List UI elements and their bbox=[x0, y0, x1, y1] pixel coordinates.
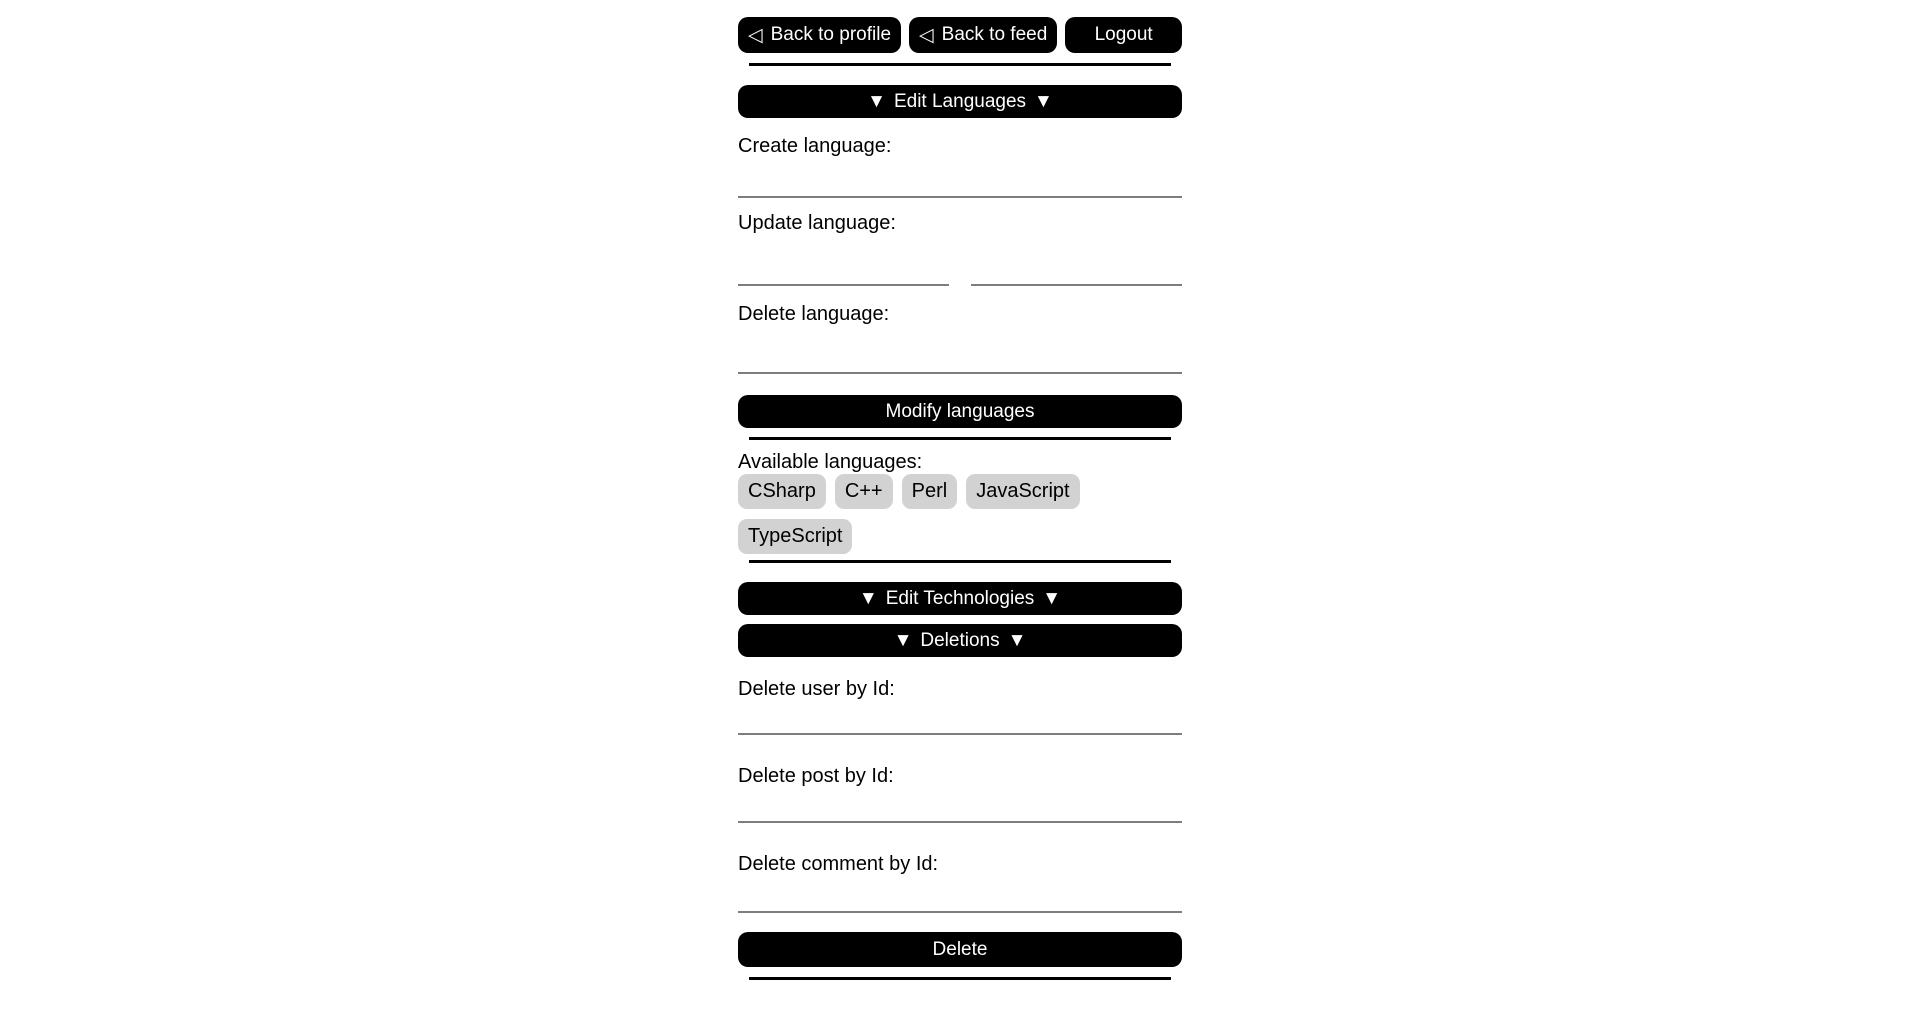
delete-user-input[interactable] bbox=[738, 701, 1182, 735]
chevron-down-icon: ▼ bbox=[1007, 629, 1027, 651]
edit-technologies-toggle[interactable] bbox=[738, 582, 1182, 615]
modify-languages-button[interactable] bbox=[738, 395, 1182, 428]
delete-language-input[interactable] bbox=[738, 326, 1182, 374]
chevron-down-icon: ▼ bbox=[1034, 90, 1053, 112]
available-languages-list bbox=[738, 474, 1182, 554]
update-language-input-2[interactable] bbox=[971, 235, 1182, 286]
back-to-profile-button[interactable] bbox=[738, 17, 901, 53]
delete-language-label: Delete language: bbox=[738, 303, 890, 325]
delete-post-input[interactable] bbox=[738, 788, 1182, 823]
back-to-feed-button[interactable] bbox=[909, 17, 1057, 53]
available-languages-label: Available languages: bbox=[738, 451, 923, 473]
update-language-row bbox=[738, 235, 1182, 286]
delete-button-label: Delete bbox=[932, 938, 988, 960]
delete-post-label: Delete post by Id: bbox=[738, 765, 894, 787]
deletions-toggle-label: Deletions bbox=[920, 629, 1000, 651]
delete-comment-input[interactable] bbox=[738, 876, 1182, 913]
deletions-toggle[interactable] bbox=[738, 624, 1182, 657]
edit-languages-toggle-label: Edit Languages bbox=[893, 90, 1027, 112]
update-language-label: Update language: bbox=[738, 212, 896, 234]
create-language-label: Create language: bbox=[738, 135, 892, 157]
logout-label: Logout bbox=[1094, 24, 1153, 45]
language-chip: TypeScript bbox=[738, 519, 852, 554]
logout-button[interactable] bbox=[1065, 17, 1182, 53]
divider bbox=[749, 63, 1171, 66]
edit-languages-toggle[interactable] bbox=[738, 85, 1182, 118]
chevron-down-icon: ▼ bbox=[867, 90, 886, 112]
divider bbox=[749, 437, 1171, 440]
modify-languages-label: Modify languages bbox=[885, 400, 1035, 422]
back-left-triangle-icon: ◁ bbox=[748, 24, 763, 46]
chevron-down-icon: ▼ bbox=[893, 629, 913, 651]
language-chip: Perl bbox=[902, 474, 958, 509]
language-chip: JavaScript bbox=[966, 474, 1079, 509]
language-chip: CSharp bbox=[738, 474, 826, 509]
back-to-feed-label: Back to feed bbox=[941, 24, 1048, 45]
update-language-input-1[interactable] bbox=[738, 235, 949, 286]
delete-button[interactable] bbox=[738, 932, 1182, 967]
chevron-down-icon: ▼ bbox=[1042, 587, 1062, 609]
back-to-profile-label: Back to profile bbox=[770, 24, 892, 45]
delete-comment-label: Delete comment by Id: bbox=[738, 853, 939, 875]
edit-technologies-toggle-label: Edit Technologies bbox=[885, 587, 1035, 609]
divider bbox=[749, 977, 1171, 980]
topbar bbox=[738, 17, 1182, 53]
content-column bbox=[738, 0, 1182, 980]
language-chip: C++ bbox=[835, 474, 893, 509]
divider bbox=[749, 560, 1171, 563]
create-language-input[interactable] bbox=[738, 158, 1182, 198]
back-left-triangle-icon: ◁ bbox=[919, 24, 934, 46]
chevron-down-icon: ▼ bbox=[858, 587, 878, 609]
delete-user-label: Delete user by Id: bbox=[738, 678, 895, 700]
